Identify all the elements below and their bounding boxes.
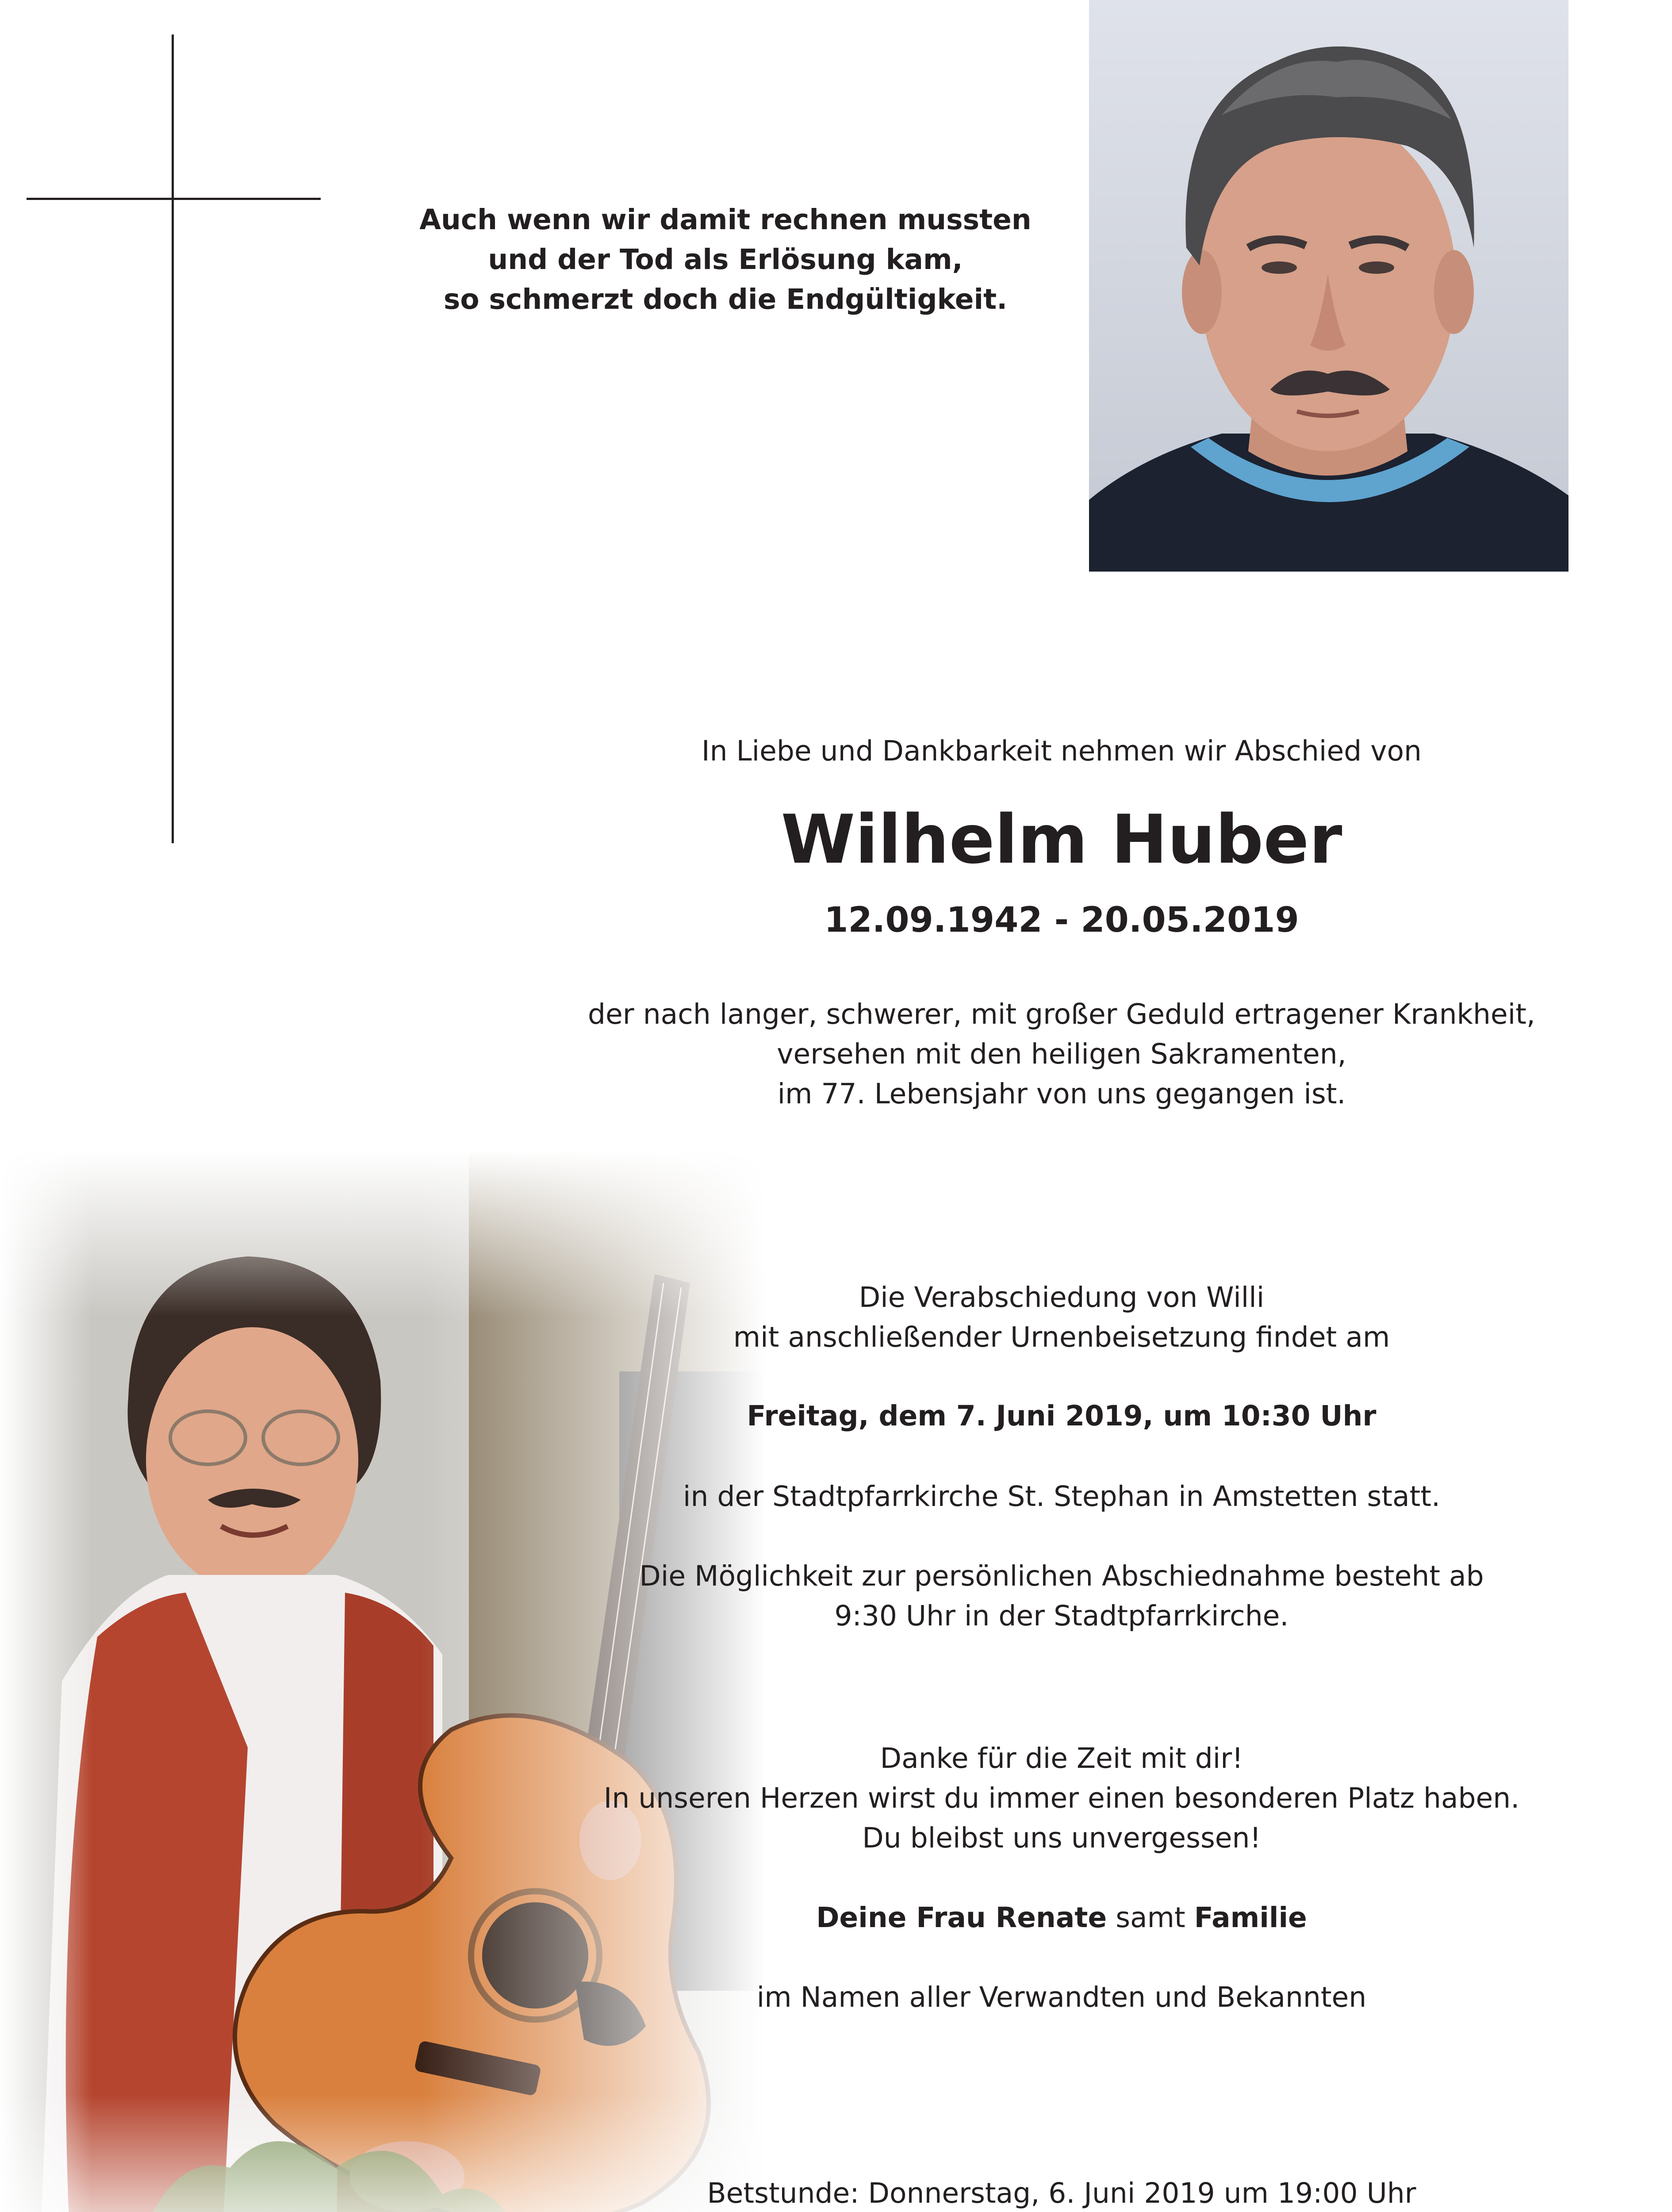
farewell-line: 9:30 Uhr in der Stadtpfarrkirche. [834, 1600, 1289, 1632]
cross-horizontal-bar [27, 198, 321, 200]
description-line: versehen mit den heiligen Sakramenten, [777, 1038, 1346, 1070]
signature-family: Familie [1194, 1901, 1307, 1934]
signature-wife: Deine Frau Renate [816, 1901, 1107, 1934]
ceremony-line: Die Verabschiedung von Willi [859, 1281, 1265, 1313]
prayer-line: Betstunde: Donnerstag, 6. Juni 2019 um 19:00 Uhr [707, 2177, 1416, 2209]
deceased-name: Wilhelm Huber [781, 800, 1342, 879]
motto-quote [363, 200, 1088, 319]
ceremony-line: mit anschließender Urnenbeisetzung findet am [733, 1321, 1390, 1353]
description-line: der nach langer, schwerer, mit großer Geduld ertragener Krankheit, [588, 998, 1535, 1030]
motto-line: Auch wenn wir damit rechnen mussten [419, 204, 1032, 236]
thanks-line: Du bleibst uns unvergessen! [862, 1822, 1261, 1854]
motto-line: so schmerzt doch die Endgültigkeit. [443, 283, 1008, 315]
prayer-info [531, 2174, 1592, 2212]
ceremony-date: Freitag, dem 7. Juni 2019, um 10:30 Uhr [747, 1400, 1377, 1432]
relatives-line: im Namen aller Verwandten und Bekannten [756, 1981, 1367, 2013]
thanks-line: In unseren Herzen wirst du immer einen besonderen Platz haben. [603, 1782, 1520, 1814]
ceremony-place: in der Stadtpfarrkirche St. Stephan in Amstetten statt. [683, 1480, 1440, 1513]
portrait-photo [1089, 0, 1568, 572]
portrait-illustration [1089, 0, 1568, 572]
farewell-line: Die Möglichkeit zur persönlichen Abschiednahme besteht ab [639, 1560, 1484, 1592]
description [531, 995, 1592, 1114]
ceremony-intro [531, 1278, 1592, 1357]
thanks-message [531, 1739, 1592, 1858]
intro-text: In Liebe und Dankbarkeit nehmen wir Abschied von [702, 735, 1422, 767]
signature [531, 1898, 1592, 1938]
signature-connector: samt [1116, 1901, 1185, 1934]
farewell-info [531, 1556, 1592, 1636]
thanks-line: Danke für die Zeit mit dir! [880, 1742, 1243, 1774]
description-line: im 77. Lebensjahr von uns gegangen ist. [777, 1078, 1346, 1110]
motto-line: und der Tod als Erlösung kam, [488, 243, 963, 276]
life-dates: 12.09.1942 - 20.05.2019 [824, 900, 1299, 940]
cross-vertical-bar [172, 35, 174, 843]
